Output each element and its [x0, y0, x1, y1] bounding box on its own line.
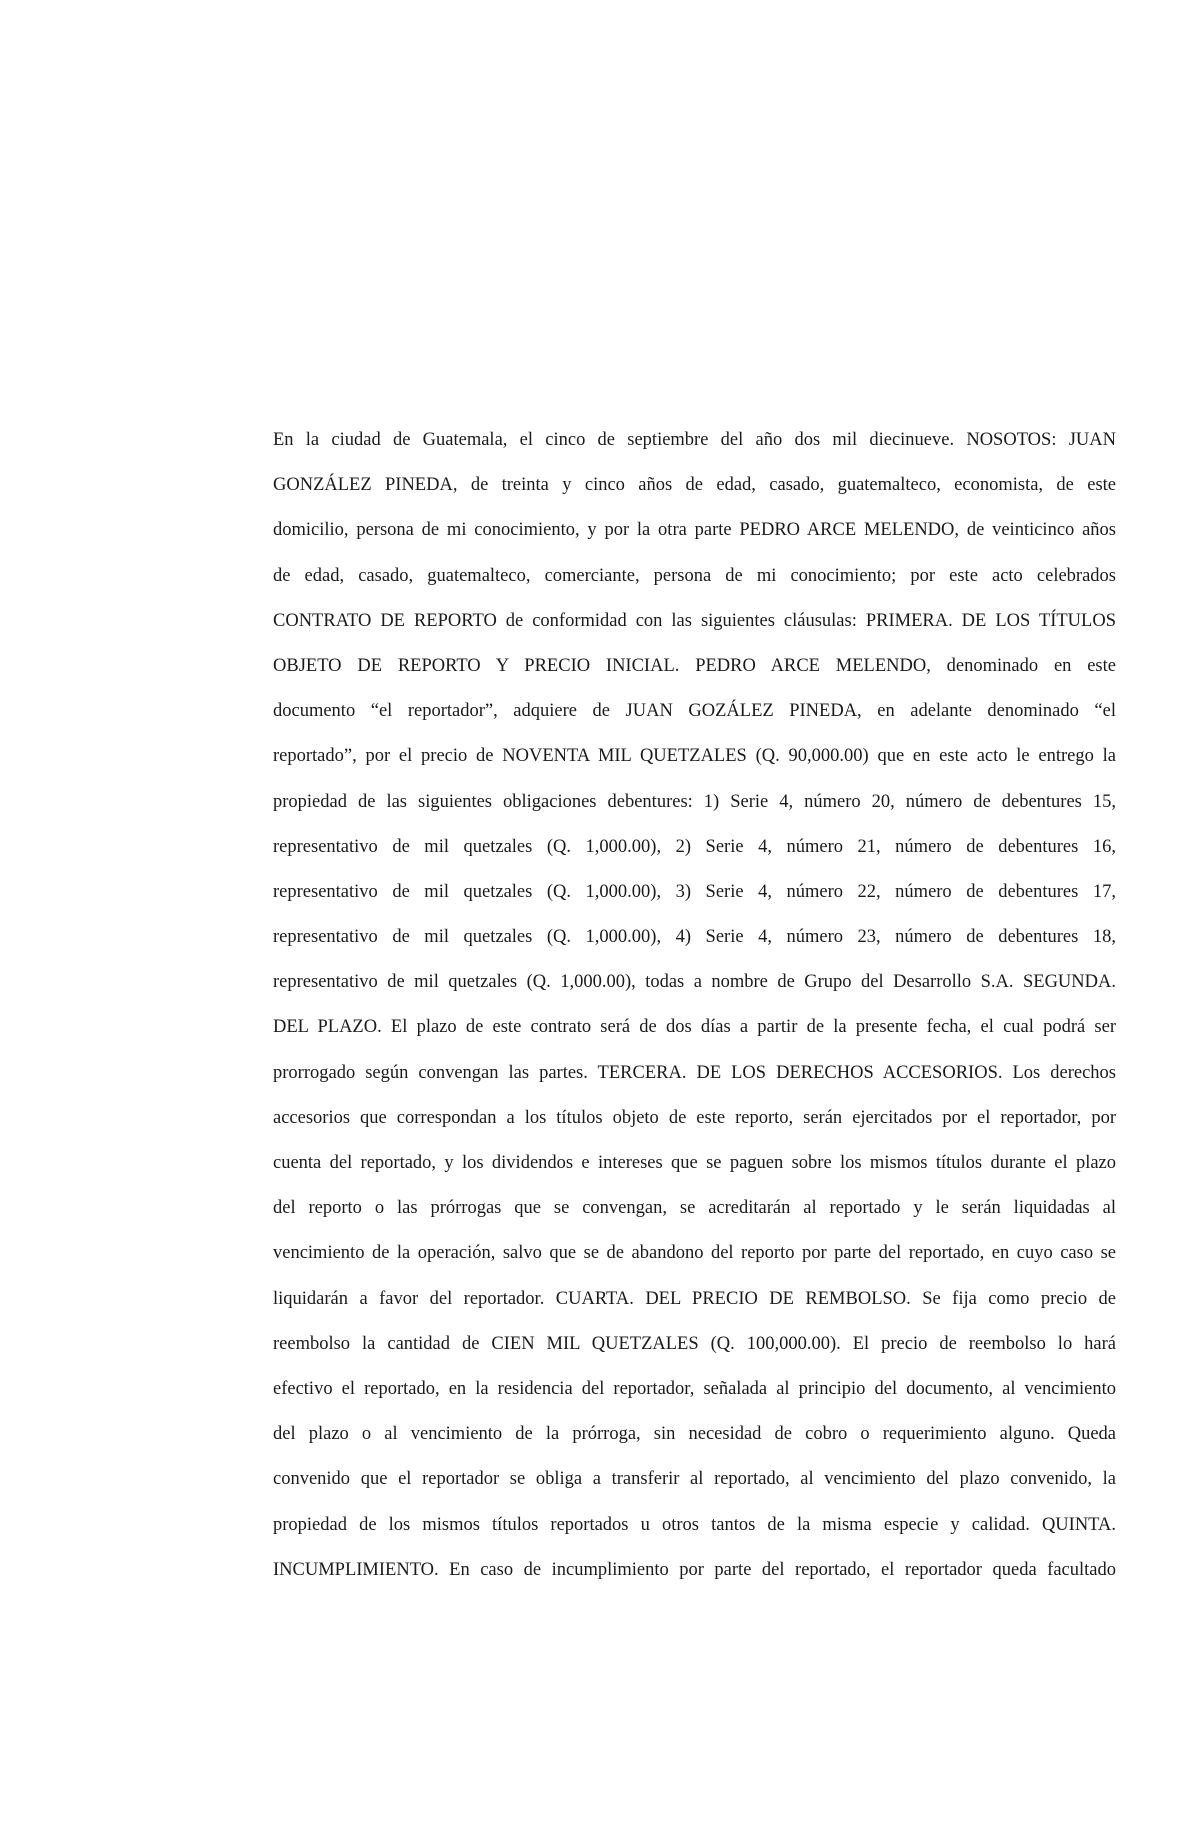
text-line: documento “el reportador”, adquiere de JUAN GOZÁLEZ PINEDA, en adelante denominado “el	[273, 701, 1116, 722]
text-line: accesorios que correspondan a los títulos objeto de este reporto, serán ejercitados por el reportador, por	[273, 1107, 1116, 1128]
text-line: propiedad de las siguientes obligaciones debentures: 1) Serie 4, número 20, número de debentures 15,	[273, 791, 1116, 812]
text-line: de edad, casado, guatemalteco, comerciante, persona de mi conocimiento; por este acto celebrados	[273, 565, 1116, 586]
text-line: reportado”, por el precio de NOVENTA MIL QUETZALES (Q. 90,000.00) que en este acto le entrego la	[273, 746, 1116, 767]
contract-body	[273, 428, 1116, 1603]
text-line: GONZÁLEZ PINEDA, de treinta y cinco años de edad, casado, guatemalteco, economista, de este	[273, 475, 1116, 496]
text-line: prorrogado según convengan las partes. TERCERA. DE LOS DERECHOS ACCESORIOS. Los derechos	[273, 1062, 1116, 1083]
text-line: del plazo o al vencimiento de la prórroga, sin necesidad de cobro o requerimiento alguno. Queda	[273, 1424, 1116, 1445]
text-line: del reporto o las prórrogas que se convengan, se acreditarán al reportado y le serán liquidadas al	[273, 1198, 1116, 1219]
text-line: CONTRATO DE REPORTO de conformidad con las siguientes cláusulas: PRIMERA. DE LOS TÍTULOS	[273, 610, 1116, 631]
text-line: liquidarán a favor del reportador. CUARTA. DEL PRECIO DE REMBOLSO. Se fija como precio de	[273, 1288, 1116, 1309]
text-line: INCUMPLIMIENTO. En caso de incumplimiento por parte del reportado, el reportador queda facultado	[273, 1559, 1116, 1580]
text-line: representativo de mil quetzales (Q. 1,000.00), 4) Serie 4, número 23, número de debentures 18,	[273, 927, 1116, 948]
text-line: reembolso la cantidad de CIEN MIL QUETZALES (Q. 100,000.00). El precio de reembolso lo hará	[273, 1333, 1116, 1354]
text-line: representativo de mil quetzales (Q. 1,000.00), 3) Serie 4, número 22, número de debentures 17,	[273, 881, 1116, 902]
text-line: convenido que el reportador se obliga a transferir al reportado, al vencimiento del plazo convenido, la	[273, 1469, 1116, 1490]
text-line: domicilio, persona de mi conocimiento, y por la otra parte PEDRO ARCE MELENDO, de veinticinco años	[273, 520, 1116, 541]
text-line: representativo de mil quetzales (Q. 1,000.00), todas a nombre de Grupo del Desarrollo S.A. SEGUNDA.	[273, 972, 1116, 993]
text-line: representativo de mil quetzales (Q. 1,000.00), 2) Serie 4, número 21, número de debentures 16,	[273, 836, 1116, 857]
text-line: vencimiento de la operación, salvo que se de abandono del reporto por parte del reportado, en cuyo caso se	[273, 1243, 1116, 1264]
text-line: OBJETO DE REPORTO Y PRECIO INICIAL. PEDRO ARCE MELENDO, denominado en este	[273, 655, 1116, 676]
text-line: cuenta del reportado, y los dividendos e intereses que se paguen sobre los mismos títulos durante el plazo	[273, 1153, 1116, 1173]
text-line: propiedad de los mismos títulos reportados u otros tantos de la misma especie y calidad. QUINTA.	[273, 1514, 1116, 1535]
text-line: DEL PLAZO. El plazo de este contrato será de dos días a partir de la presente fecha, el cual podrá ser	[273, 1017, 1116, 1038]
text-line: efectivo el reportado, en la residencia del reportador, señalada al principio del documento, al vencimiento	[273, 1378, 1116, 1399]
text-line: En la ciudad de Guatemala, el cinco de septiembre del año dos mil diecinueve. NOSOTOS: JUAN	[273, 430, 1116, 450]
